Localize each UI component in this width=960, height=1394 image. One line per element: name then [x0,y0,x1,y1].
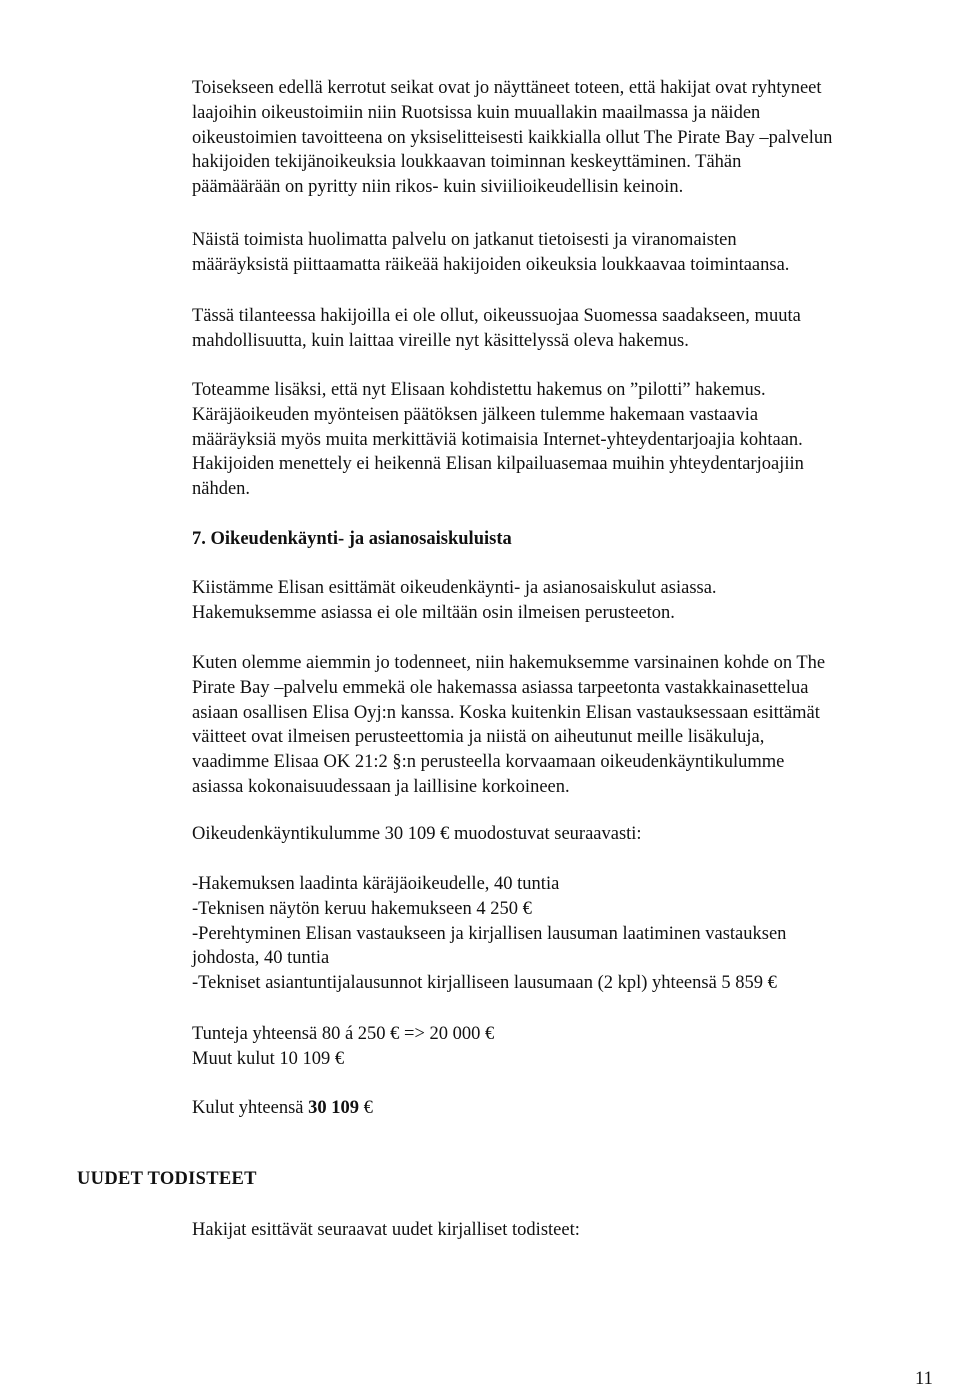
cost-items-list [192,872,942,996]
text-line: Pirate Bay –palvelu emmekä ole hakemassa asiassa tarpeetonta vastakkainasettelua [192,677,809,698]
total-currency: € [359,1098,373,1118]
text-line: Tunteja yhteensä 80 á 250 € => 20 000 € [192,1024,495,1044]
total-label: Kulut yhteensä [192,1098,309,1118]
text-line: määräyksiä myös muita merkittäviä kotimaisia Internet-yhteydentarjoajia kohtaan. [192,429,803,450]
paragraph-new-evidence-intro [192,1218,942,1243]
text-line: Tässä tilanteessa hakijoilla ei ole ollut, oikeussuojaa Suomessa saadakseen, muuta [192,306,801,326]
text-line: Toteamme lisäksi, että nyt Elisaan kohdistettu hakemus on ”pilotti” hakemus. [192,380,766,400]
text-line: päämäärään on pyritty niin rikos- kuin siviilioikeudellisin keinoin. [192,177,684,198]
text-line: mahdollisuutta, kuin laittaa vireille nyt käsittelyssä oleva hakemus. [192,330,689,351]
section-heading-costs: 7. Oikeudenkäynti- ja asianosaiskuluista [192,529,512,549]
text-line: hakijoiden tekijänoikeuksia loukkaavan toiminnan keskeyttäminen. Tähän [192,152,742,173]
total-value: 30 109 [308,1098,359,1118]
text-line: asiassa kokonaisuudessaan ja laillisine korkoineen. [192,776,570,797]
text-line: vaadimme Elisaa OK 21:2 §:n perusteella korvaamaan oikeudenkäyntikulumme [192,752,785,773]
text-line: nähden. [192,479,251,500]
list-item: -Tekniset asiantuntijalausunnot kirjalliseen lausumaan (2 kpl) yhteensä 5 859 € [192,973,777,994]
paragraph-pilot-application [192,378,942,502]
text-line: Hakijat esittävät seuraavat uudet kirjalliset todisteet: [192,1220,580,1240]
text-line: asiaan osallisen Elisa Oyj:n kanssa. Koska kuitenkin Elisan vastauksessaan esittämät [192,702,820,723]
text-line: Oikeudenkäyntikulumme 30 109 € muodostuvat seuraavasti: [192,824,642,844]
list-item: -Hakemuksen laadinta käräjäoikeudelle, 40 tuntia [192,874,560,894]
section-heading-new-evidence: UUDET TODISTEET [77,1169,257,1189]
text-line: Käräjäoikeuden myönteisen päätöksen jälkeen tulemme hakemaan vastaavia [192,404,759,425]
paragraph-no-other-remedy [192,304,942,354]
text-line: Näistä toimista huolimatta palvelu on jatkanut tietoisesti ja viranomaisten [192,230,737,250]
paragraph-cost-claim [192,651,942,800]
cost-subtotals [192,1022,942,1072]
paragraph-dispute-costs [192,576,942,626]
list-item: -Teknisen näytön keruu hakemukseen 4 250 € [192,898,532,919]
text-line: väitteet ovat ilmeisen perusteettomia ja niistä on aiheutunut meille lisäkuluja, [192,727,765,748]
paragraph-cost-breakdown-intro [192,822,942,847]
text-line: Muut kulut 10 109 € [192,1048,345,1069]
list-item: johdosta, 40 tuntia [192,948,330,969]
paragraph-pirate-bay-actions [192,76,942,200]
text-line: Hakemuksemme asiassa ei ole miltään osin ilmeisen perusteeton. [192,602,675,623]
text-line: oikeustoimien tavoitteena on yksiselitteisesti kaikkialla ollut The Pirate Bay –palvelun [192,127,833,148]
list-item: -Perehtyminen Elisan vastaukseen ja kirjallisen lausuman laatiminen vastauksen [192,923,787,944]
text-line: määräyksistä piittaamatta räikeää hakijoiden oikeuksia loukkaavaa toimintaansa. [192,254,790,275]
text-line: Toisekseen edellä kerrotut seikat ovat jo näyttäneet toteen, että hakijat ovat ryhtyneet [192,78,822,98]
text-line: Kiistämme Elisan esittämät oikeudenkäynti- ja asianosaiskulut asiassa. [192,578,717,598]
text-line: laajoihin oikeustoimiin niin Ruotsissa kuin muuallakin maailmassa ja näiden [192,102,761,123]
paragraph-service-continued [192,228,942,278]
text-line: Hakijoiden menettely ei heikennä Elisan kilpailuasemaa muihin yhteydentarjoajiin [192,454,804,475]
page-number: 11 [915,1369,933,1389]
cost-grand-total [192,1096,942,1121]
text-line [192,1096,942,1121]
text-line: Kuten olemme aiemmin jo todenneet, niin hakemuksemme varsinainen kohde on The [192,653,826,673]
